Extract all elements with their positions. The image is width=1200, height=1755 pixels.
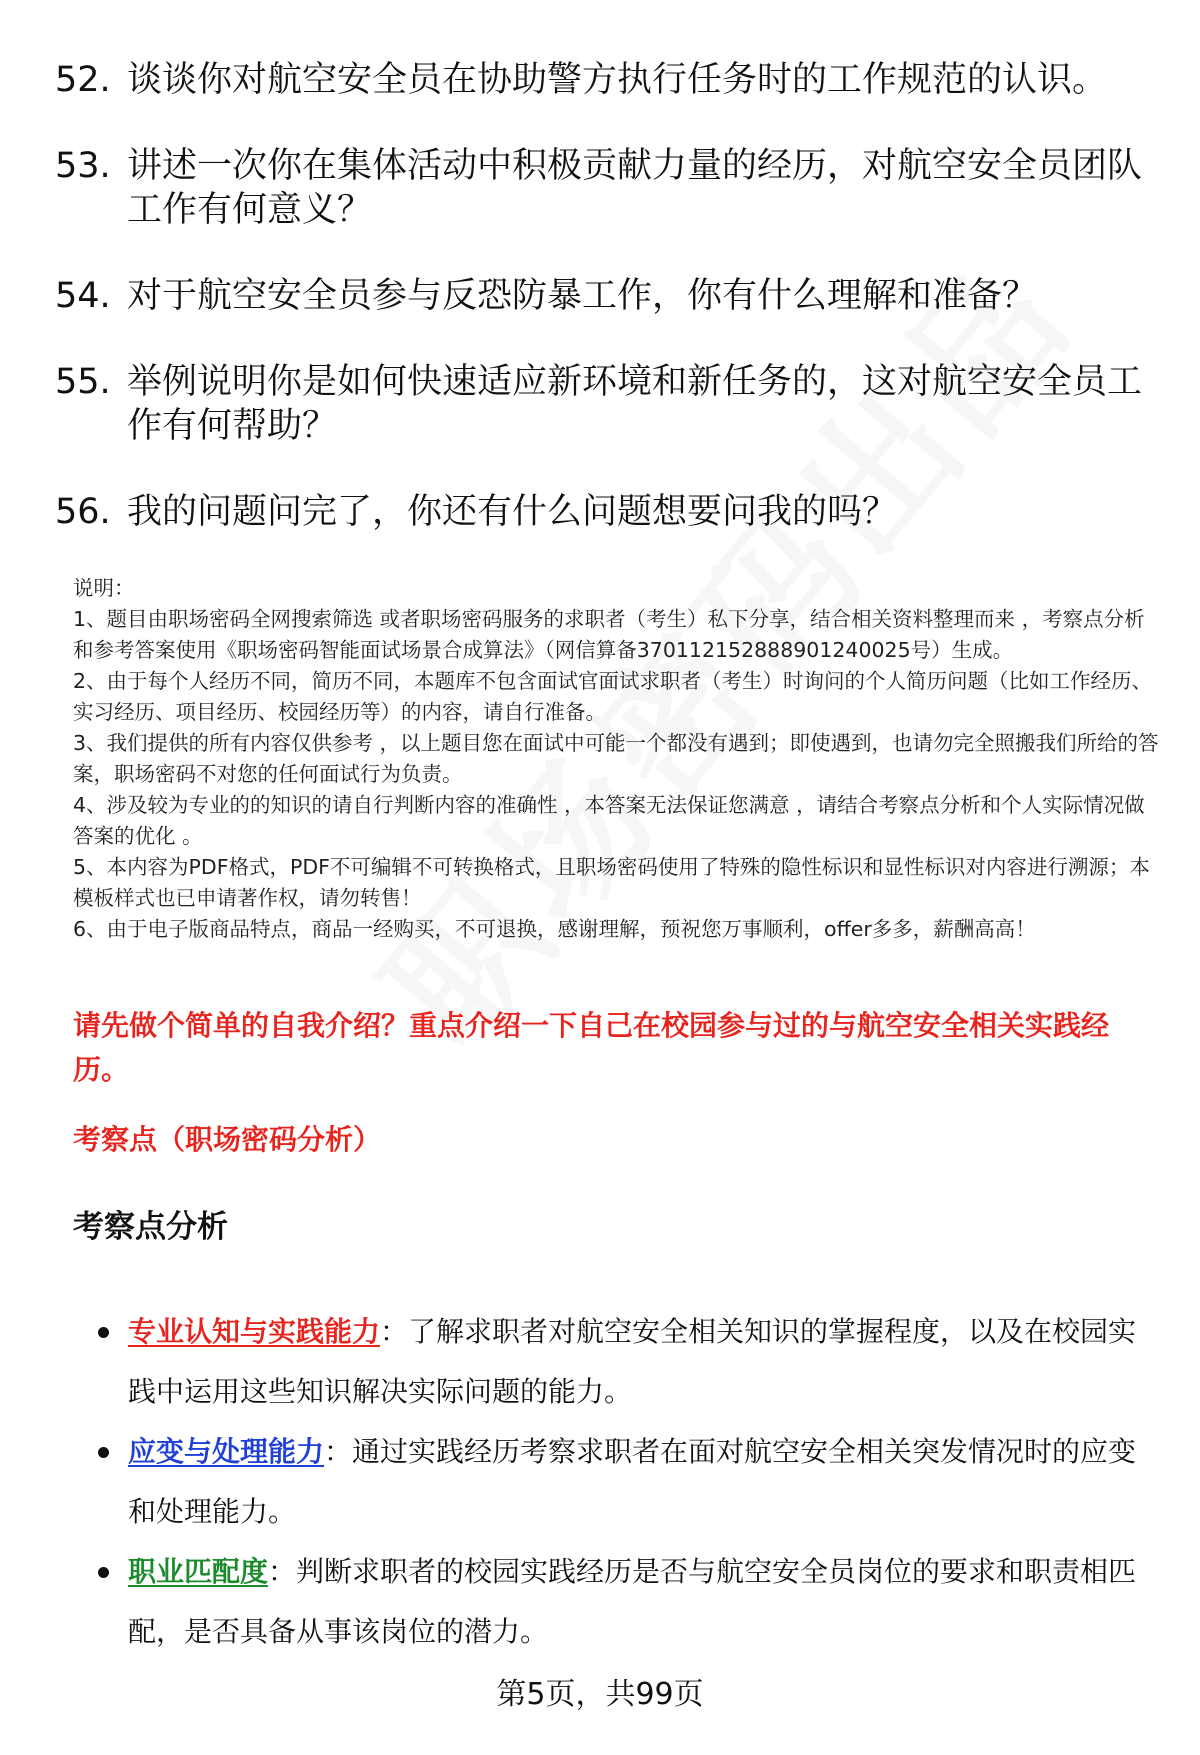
bullet-dot-icon — [98, 1447, 109, 1458]
question-item — [55, 144, 1155, 232]
bullet-term: 职业匹配度 — [128, 1555, 269, 1588]
notes-title: 说明： — [73, 576, 135, 600]
question-item — [55, 274, 1155, 318]
note-item: 2、由于每个人经历不同，简历不同，本题库不包含面试官面试求职者（考生）时询问的个人简历问题（比如工作经历、实习经历、项目经历、校园经历等）的内容，请自行准备。 — [73, 669, 1153, 724]
note-item: 1、题目由职场密码全网搜索筛选 或者职场密码服务的求职者（考生）私下分享，结合相关资料整理而来 ，考察点分析和参考答案使用《职场密码智能面试场景合成算法》（网信算备370112152888901240025号）生成。 — [73, 607, 1145, 662]
bullet-dot-icon — [98, 1327, 109, 1338]
question-text: 谈谈你对航空安全员在协助警方执行任务时的工作规范的认识。 — [127, 60, 1108, 100]
analysis-bullet — [98, 1542, 1148, 1662]
question-text: 讲述一次你在集体活动中积极贡献力量的经历，对航空安全员团队工作有何意义？ — [127, 146, 1143, 230]
question-text: 举例说明你是如何快速适应新环境和新任务的，这对航空安全员工作有何帮助？ — [127, 362, 1143, 446]
bullet-term: 专业认知与实践能力 — [128, 1315, 381, 1348]
bullet-text: ：通过实践经历考察求职者在面对航空安全相关突发情况时的应变和处理能力。 — [128, 1435, 1137, 1528]
note-item: 4、涉及较为专业的的知识的请自行判断内容的准确性 ，本答案无法保证您满意 ，请结合考察点分析和个人实际情况做答案的优化 。 — [73, 793, 1145, 848]
question-number: 56. — [55, 492, 111, 532]
question-text: 对于航空安全员参与反恐防暴工作，你有什么理解和准备？ — [127, 276, 1038, 316]
bullet-text: ：了解求职者对航空安全相关知识的掌握程度，以及在校园实践中运用这些知识解决实际问题的能力。 — [128, 1315, 1137, 1408]
analysis-subheading: 考察点（职场密码分析） — [73, 1123, 382, 1156]
page-number: 第5页，共99页 — [496, 1677, 704, 1712]
question-list — [55, 58, 1155, 576]
note-item: 5、本内容为PDF格式，PDF不可编辑不可转换格式，且职场密码使用了特殊的隐性标识和显性标识对内容进行溯源；本模板样式也已申请著作权，请勿转售！ — [73, 855, 1150, 910]
analysis-bullet — [98, 1422, 1148, 1542]
section-title: 考察点分析 — [73, 1209, 228, 1245]
question-number: 55. — [55, 362, 111, 402]
question-number: 52. — [55, 60, 111, 100]
question-item — [55, 58, 1155, 102]
question-text: 我的问题问完了，你还有什么问题想要问我的吗？ — [127, 492, 898, 532]
question-number: 53. — [55, 146, 111, 186]
analysis-bullet-list — [98, 1302, 1148, 1662]
bullet-dot-icon — [98, 1567, 109, 1578]
note-item: 6、由于电子版商品特点，商品一经购买，不可退换，感谢理解，预祝您万事顺利，offer多多，薪酬高高！ — [73, 917, 1036, 941]
bullet-text: ：判断求职者的校园实践经历是否与航空安全员岗位的要求和职责相匹配，是否具备从事该岗位的潜力。 — [128, 1555, 1137, 1648]
question-item — [55, 490, 1155, 534]
question-item — [55, 360, 1155, 448]
note-item: 3、我们提供的所有内容仅供参考 ，以上题目您在面试中可能一个都没有遇到；即使遇到，也请勿完全照搬我们所给的答案，职场密码不对您的任何面试行为负责。 — [73, 731, 1159, 786]
question-number: 54. — [55, 276, 111, 316]
featured-question: 请先做个简单的自我介绍？重点介绍一下自己在校园参与过的与航空安全相关实践经历。 — [73, 1009, 1110, 1086]
analysis-bullet — [98, 1302, 1148, 1422]
bullet-term: 应变与处理能力 — [128, 1435, 325, 1468]
disclaimer-notes — [73, 573, 1163, 945]
